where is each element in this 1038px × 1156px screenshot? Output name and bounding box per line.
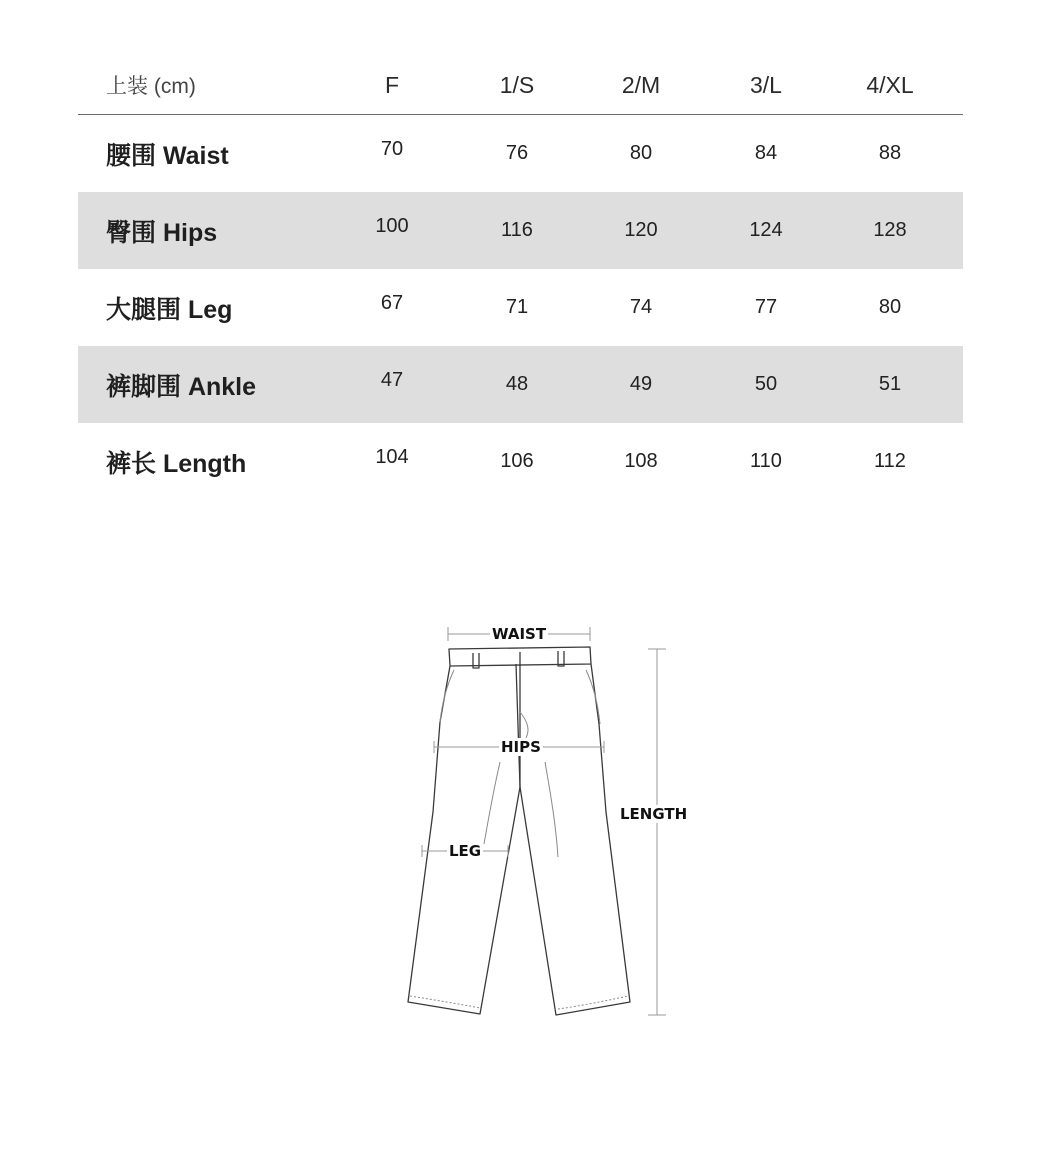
table-row-hips [78, 192, 963, 269]
table-cell: 70 [380, 138, 404, 160]
row-label: 臀围 Hips [106, 218, 218, 247]
table-cell: 80 [878, 296, 902, 318]
table-cell: 124 [749, 219, 783, 241]
row-label: 裤脚围 Ankle [106, 372, 257, 401]
table-cell: 76 [505, 142, 529, 164]
table-cell: 88 [878, 142, 902, 164]
table-cell: 108 [624, 450, 658, 472]
table-cell: 116 [501, 219, 533, 241]
table-cell: 112 [874, 450, 906, 472]
size-chart-table [78, 56, 963, 500]
header-unit-label: 上装 (cm) [106, 75, 196, 98]
table-row-length [78, 423, 963, 500]
table-cell: 128 [873, 219, 907, 241]
table-header [78, 56, 963, 115]
table-cell: 74 [629, 296, 653, 318]
table-cell: 110 [750, 450, 782, 472]
table-cell: 80 [629, 142, 653, 164]
table-cell: 48 [505, 373, 529, 395]
table-row-ankle [78, 346, 963, 423]
table-row-waist [78, 115, 963, 192]
hips-measure-label: HIPS [501, 738, 541, 756]
header-size-l: 3/L [750, 71, 782, 98]
row-label: 腰围 Waist [106, 141, 229, 170]
header-size-m: 2/M [621, 71, 661, 98]
pants-measurement-diagram [380, 612, 720, 1032]
table-cell: 50 [754, 373, 778, 395]
length-measure-label: LENGTH [620, 805, 688, 823]
header-size-s: 1/S [499, 71, 535, 98]
table-cell: 104 [375, 446, 409, 468]
table-cell: 47 [380, 369, 404, 391]
table-row-leg [78, 269, 963, 346]
table-cell: 51 [878, 373, 902, 395]
header-size-f: F [384, 71, 400, 98]
waist-measure-label: WAIST [492, 625, 547, 643]
table-cell: 71 [505, 296, 529, 318]
table-cell: 106 [500, 450, 534, 472]
table-cell: 49 [629, 373, 653, 395]
table-cell: 120 [624, 219, 658, 241]
row-label: 裤长 Length [106, 449, 247, 478]
table-cell: 84 [754, 142, 778, 164]
row-label: 大腿围 Leg [106, 295, 233, 324]
table-cell: 77 [754, 296, 778, 318]
leg-measure-label: LEG [449, 842, 482, 860]
header-size-xl: 4/XL [866, 71, 914, 98]
table-cell: 100 [375, 215, 409, 237]
table-cell: 67 [380, 292, 404, 314]
